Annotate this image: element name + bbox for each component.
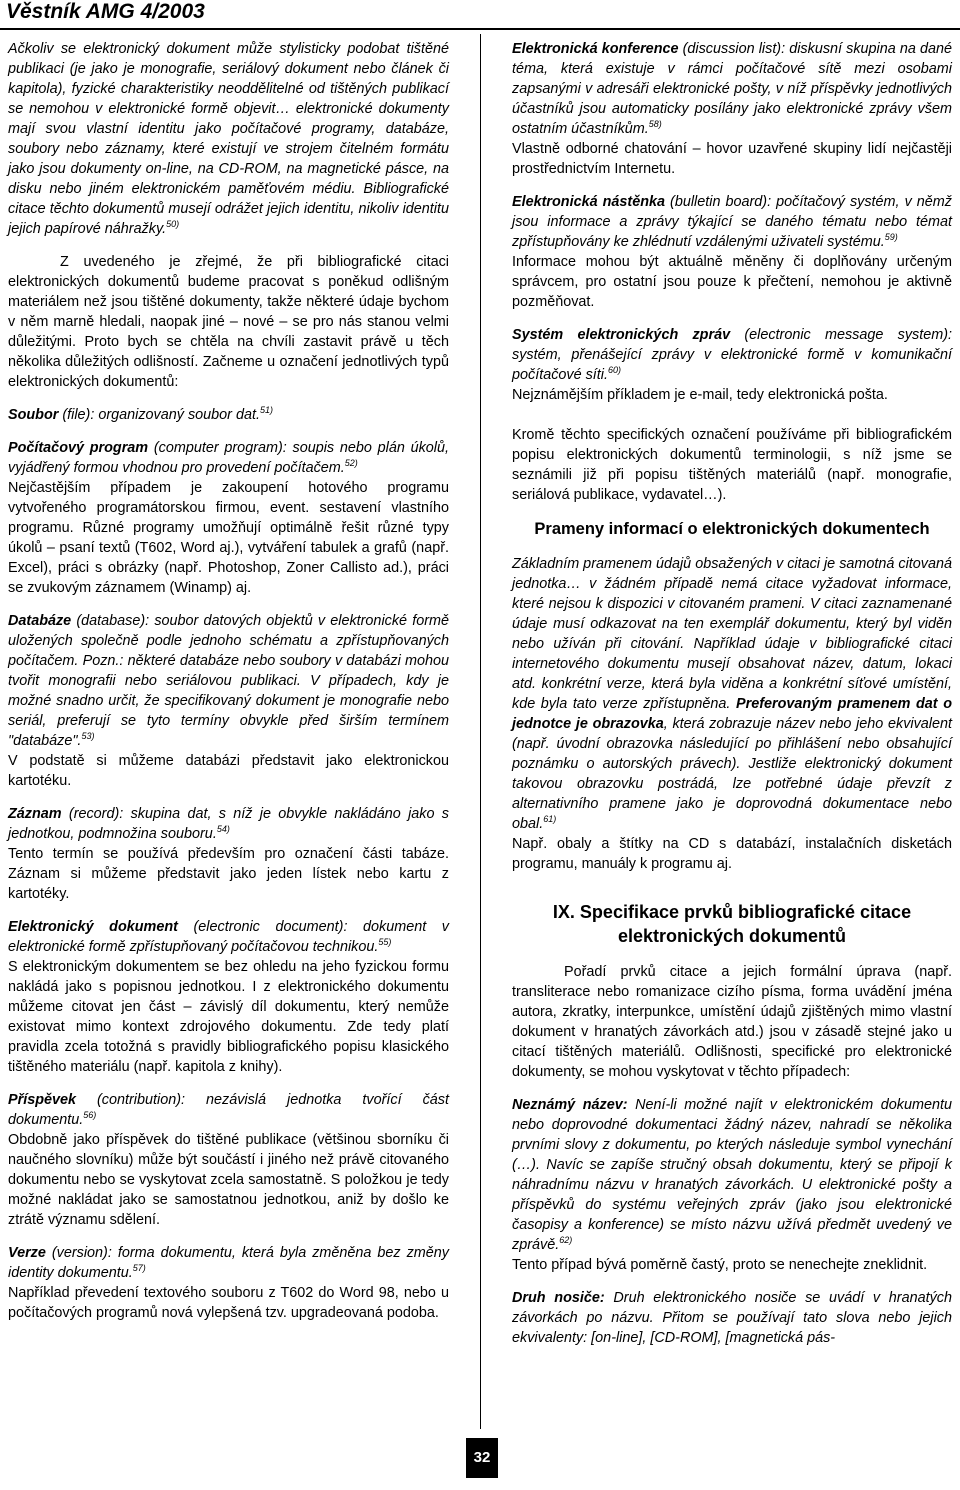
paragraph: Např. obaly a štítky na CD s databází, instalačních disketách programu, manuály k programu aj. bbox=[512, 836, 952, 872]
paragraph: V podstatě si můžeme databázi představit jako elektronickou kartotéku. bbox=[8, 753, 449, 789]
column-divider bbox=[480, 34, 481, 1429]
paragraph-prameny: Základním pramenem údajů obsažených v citaci je samotná citovaná jednotka… v žádném případě nemá citace vyžadovat informace, které nejsou k dispozici v citovaném prameni. V citaci zaznamenané údaje musí odkazovat na ten exemplář dokumentu, který byl viděn nebo užíván při citování. Například údaje v bibliografické citaci internetového dokumentu musejí obsahovat název, datum, lokaci atd. konkrétní verze, která byla viděna a konkrétní síťové umístění, kde byla tato verze zpřístupněna. Preferovaným pramenem dat o jednotce je obrazovka, která zobrazuje název nebo jeho ekvivalent (např. úvodní obrazovka následující po přihlášení nebo obsahující poznámku o autorských právech). Jestliže elektronický dokument takovou obrazovku postrádá, lze potřebné údaje převzít z alternativního pramene jako je doprovodná dokumentace nebo obal.$^{61)}$ bbox=[512, 556, 952, 832]
paragraph: Obdobně jako příspěvek do tištěné publikace (většinou sborníku či naučného slovníku) může být součástí i jiného než právě citovaného dokumentu nebo se vyskytovat zcela samostatně. S položkou je tedy možné nakládat jako se samostatnou jednotkou, aniž by došlo ke ztrátě významu sdělení. bbox=[8, 1132, 449, 1228]
definition-program: Počítačový program (computer program): soupis nebo plán úkolů, vyjádřený formou vhodnou pro provedení počítačem.$^{52)}$ bbox=[8, 440, 449, 476]
paragraph: Z uvedeného je zřejmé, že při bibliografické citaci elektronických dokumentů budeme pracovat s poněkud odlišným materiálem než jsou tištěné dokumenty, takže některé údaje bychom v něm marně hledali, naopak jiné – nové – se pro nás stanou velmi důležitými. Proto bych se chtěla na chvíli zastavit právě u těch několika důležitých odlišností. Začneme u označení jednotlivých typů elektronických dokumentů: bbox=[8, 254, 449, 390]
paragraph: S elektronickým dokumentem se bez ohledu na jeho fyzickou formu nakládá jako s popisnou jednotkou. I z elektronického dokumentu můžeme citovat jen část – závislý díl dokumentu, který nemůže existovat mimo kontext zdrojového dokumentu. Zde tedy platí pravidla zcela totožná s pravidly bibliografického popisu klasického tištěného materiálu (např. kapitola z knihy). bbox=[8, 959, 449, 1075]
definition-elektronicka-nastenka: Elektronická nástěnka (bulletin board): počítačový systém, v němž jsou informace a zprávy týkající se daného tématu nebo témat zpřístupňovány ke zhlédnutí vzdálenými uživateli systému.$^{59)}$ bbox=[512, 194, 952, 250]
header-rule bbox=[0, 28, 960, 30]
paragraph: Tento případ bývá poměrně častý, proto se nenechejte zneklidnit. bbox=[512, 1257, 928, 1273]
paragraph: Nejznámějším příkladem je e-mail, tedy elektronická pošta. bbox=[512, 387, 888, 403]
intro-paragraph: Ačkoliv se elektronický dokument může stylisticky podobat tištěné publikaci (je jako je monografie, seriálový dokument nebo článek či kapitola), fyzické charakteristiky neoddělitelné od tištěných publikací se nemohou v elektronické formě objevit… elektronické dokumenty mají svou vlastní identitu jako počítačové programy, databáze, soubory nebo záznamy, které existují ve strojem čitelném formátu jako jsou dokumenty on-line, na CD-ROM, na magnetické pásce, na disku nebo jiném elektronickém paměťovém médiu. Bibliografické citace těchto dokumentů musejí odrážet jejich identitu, nikoliv identitu jejich papírové náhražky.$^{50)}$ bbox=[8, 41, 449, 237]
section-heading-prameny: Prameny informací o elektronických dokumentech bbox=[534, 520, 930, 538]
paragraph: Informace mohou být aktuálně měněny či doplňovány určeným správcem, pro ostatní jsou pouze k přečtení, nemohou je aktivně pozměňovat. bbox=[512, 254, 952, 310]
definition-system-zprav: Systém elektronických zpráv (electronic message system): systém, přenášející zprávy v elektronické formě v komunikační počítačové síti.$^{60)}$ bbox=[512, 327, 952, 383]
definition-neznamy-nazev: Neznámý název: Není-li možné najít v elektronickém dokumentu nebo doprovodné dokumentaci žádný název, nahradí se několika prvními slovy z dokumentu, po kterých následuje symbol vynechání (…). Navíc se zapíše stručný obsah dokumentu, který se připojí k náhradnímu názvu v hranatých závorkách. U elektronické pošty a příspěvků do systému veřejných zpráv (jako jsou elektronické časopisy a konference) se místo názvu užívá předmět uvedený ve zprávě.$^{62)}$ bbox=[512, 1097, 952, 1253]
definition-databaze: Databáze (database): soubor datových objektů v elektronické formě uložených společně podle jednoho schématu a zpřístupňovaných počítačem. Pozn.: některé databáze nebo soubory v databázi mohou tvořit monografii nebo seriálovou publikaci. V případech, kdy je možné snadno určit, že specifikovaný dokument je monografie nebo seriál, preferují se tyto termíny obvykle před širším termínem "databáze".$^{53)}$ bbox=[8, 613, 449, 749]
section-heading-specifikace: IX. Specifikace prvků bibliografické citace elektronických dokumentů bbox=[552, 902, 912, 946]
page-number: 32 bbox=[466, 1438, 498, 1478]
paragraph: Kromě těchto specifických označení používáme při bibliografickém popisu elektronických dokumentů terminologii, s níž jsme se seznámili již při popisu tištěných materiálů (např. monografie, seriálová publikace, vydavatel…). bbox=[512, 427, 952, 503]
definition-soubor: Soubor (file): organizovaný soubor dat.$^{51)}$ bbox=[8, 405, 273, 423]
paragraph: Například převedení textového souboru z T602 do Word 98, nebo u počítačových programů nová vylepšená tzv. upgradeovaná podoba. bbox=[8, 1285, 449, 1321]
journal-header: Věstník AMG 4/2003 bbox=[6, 0, 205, 23]
definition-prispevek: Příspěvek (contribution): nezávislá jednotka tvořící část dokumentu.$^{56)}$ bbox=[8, 1092, 449, 1128]
definition-elektronicka-konference: Elektronická konference (discussion list): diskusní skupina na dané téma, která existuje v rámci počítačové sítě mezi osobami zapsanými v adresáři elektronické pošty, v níž příspěvky jednotlivých účastníků jsou automaticky posílány jako elektronické zprávy všem ostatním účastníkům.$^{58)}$ bbox=[512, 41, 952, 137]
paragraph: Tento termín se používá především pro označení části tabáze. Záznam si můžeme představit jako jeden lístek nebo kartu z kartotéky. bbox=[8, 846, 449, 902]
paragraph: Pořadí prvků citace a jejich formální úprava (např. transliterace nebo romanizace cizího písma, forma uvádění jména autora, zkratky, interpunkce, umístění údajů zjištěných mimo vlastní dokument v hranatých závorkách atd.) jsou v zásadě stejné jako u citací tištěných materiálů. Odlišnosti, specifické pro elektronické dokumenty, se mohou vyskytovat v těchto případech: bbox=[512, 964, 952, 1080]
paragraph: Nejčastějším případem je zakoupení hotového programu vytvořeného programátorskou firmou, event. sestavení vlastního programu. Různé programy umožňují optimálně řešit různé typy úkolů – psaní textů (T602, Word aj.), vytváření tabulek a grafů (např. Excel), práci s obrázky (např. Photoshop, Zoner Callisto ad.), práci se zvukovým záznamem (Winamp) aj. bbox=[8, 480, 449, 596]
definition-zaznam: Záznam (record): skupina dat, s níž je obvykle nakládáno jako s jednotkou, podmnožina souboru.$^{54)}$ bbox=[8, 806, 449, 842]
left-column bbox=[8, 39, 449, 1336]
definition-elektronicky-dokument: Elektronický dokument (electronic document): dokument v elektronické formě zpřístupňovaný počítačovou technikou.$^{55)}$ bbox=[8, 919, 449, 955]
right-column bbox=[512, 39, 952, 1361]
paragraph: Vlastně odborné chatování – hovor uzavřené skupiny lidí nejčastěji prostřednictvím Internetu. bbox=[512, 141, 952, 177]
definition-verze: Verze (version): forma dokumentu, která byla změněna bez změny identity dokumentu.$^{57)}$ bbox=[8, 1245, 449, 1281]
definition-druh-nosice: Druh nosiče: Druh elektronického nosiče se uvádí v hranatých závorkách po názvu. Přitom se používají tato slova nebo jejich ekvivalenty: [on-line], [CD-ROM], [magnetická pás- bbox=[512, 1290, 953, 1346]
